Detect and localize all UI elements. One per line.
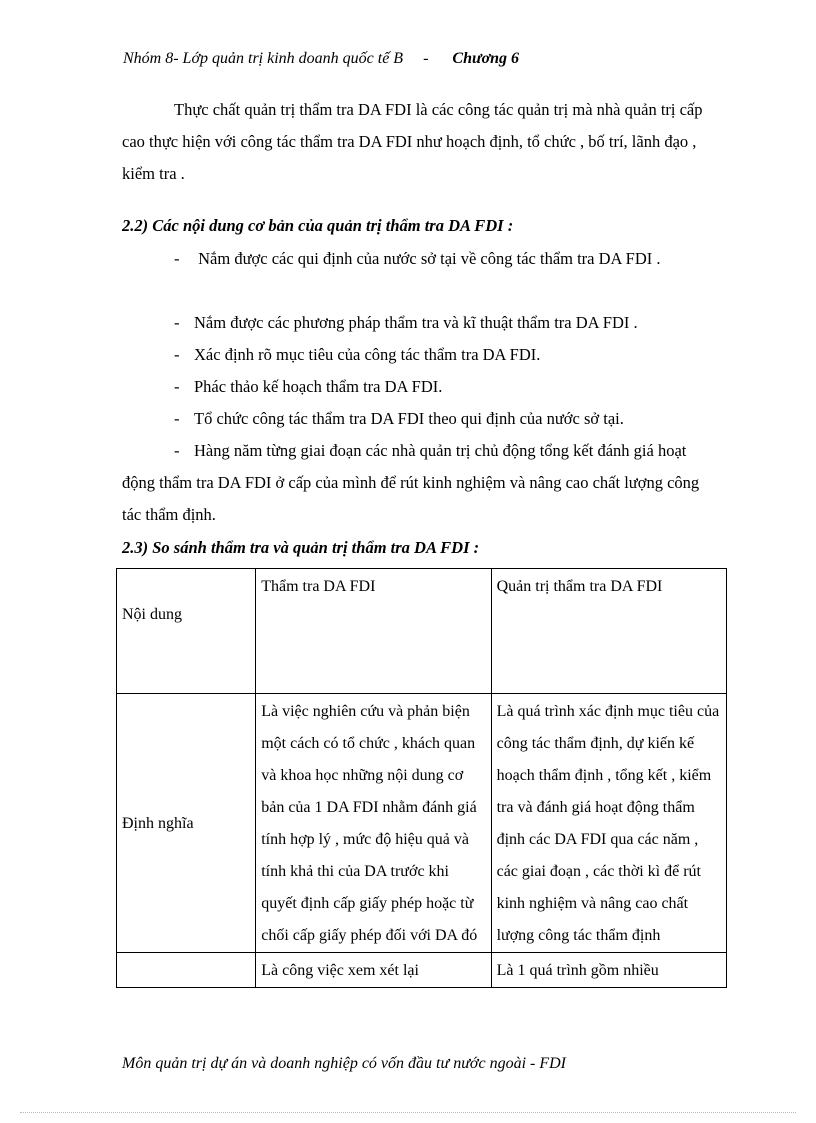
list-item: - Nắm được các qui định của nước sở tại về công tác thẩm tra DA FDI .	[174, 249, 661, 268]
page-header	[123, 50, 519, 68]
row-label	[117, 953, 256, 988]
section-2-2-heading: 2.2) Các nội dung cơ bản của quản trị thẩm tra DA FDI :	[122, 216, 514, 235]
header-chapter: Chương 6	[452, 50, 520, 67]
column-header: Thẩm tra DA FDI	[256, 569, 491, 694]
list-item: - Xác định rõ mục tiêu của công tác thẩm tra DA FDI.	[174, 345, 541, 364]
list-item: - Hàng năm từng giai đoạn các nhà quản trị chủ động tổng kết đánh giá hoạt động thẩm tra DA FDI ở cấp của mình để rút kinh nghiệm và nâng cao chất lượng công tác thẩm định.	[122, 441, 700, 524]
list-item: - Phác thảo kế hoạch thẩm tra DA FDI.	[174, 377, 443, 396]
table-row	[117, 953, 727, 988]
comparison-table	[116, 568, 727, 988]
list-item: - Nắm được các phương pháp thẩm tra và kĩ thuật thẩm tra DA FDI .	[174, 313, 638, 332]
list-item: - Tổ chức công tác thẩm tra DA FDI theo qui định của nước sở tại.	[174, 409, 624, 428]
table-header-row	[117, 569, 727, 694]
row-label: Định nghĩa	[117, 694, 256, 953]
column-header: Quản trị thẩm tra DA FDI	[491, 569, 726, 694]
column-header: Nội dung	[117, 569, 256, 694]
intro-paragraph: Thực chất quản trị thẩm tra DA FDI là các công tác quản trị mà nhà quản trị cấp cao thực hiện với công tác thẩm tra DA FDI như hoạch định, tổ chức , bố trí, lãnh đạo , kiểm tra .	[122, 100, 703, 183]
header-group: Nhóm 8- Lớp quản trị kinh doanh quốc tế B	[123, 50, 404, 67]
header-dash: -	[423, 50, 429, 67]
table-cell: Là 1 quá trình gồm nhiều	[491, 953, 726, 988]
page-footer: Môn quản trị dự án và doanh nghiệp có vốn đầu tư nước ngoài - FDI	[122, 1055, 566, 1072]
table-cell: Là quá trình xác định mục tiêu của công tác thẩm định, dự kiến kế hoạch thẩm định , tổng kết , kiểm tra và đánh giá hoạt động thẩm định các DA FDI qua các năm , các giai đoạn , các thời kì để rút kinh nghiệm và nâng cao chất lượng công tác thẩm định	[491, 694, 726, 953]
page-divider	[20, 1112, 796, 1113]
table-row	[117, 694, 727, 953]
table-cell: Là việc nghiên cứu và phản biện một cách có tổ chức , khách quan và khoa học những nội dung cơ bản của 1 DA FDI nhằm đánh giá tính hợp lý , mức độ hiệu quả và tính khả thi của DA trước khi quyết định cấp giấy phép hoặc từ chối cấp giấy phép đối với DA đó	[256, 694, 491, 953]
section-2-3-heading: 2.3) So sánh thẩm tra và quản trị thẩm tra DA FDI :	[122, 538, 480, 557]
table-cell: Là công việc xem xét lại	[256, 953, 491, 988]
